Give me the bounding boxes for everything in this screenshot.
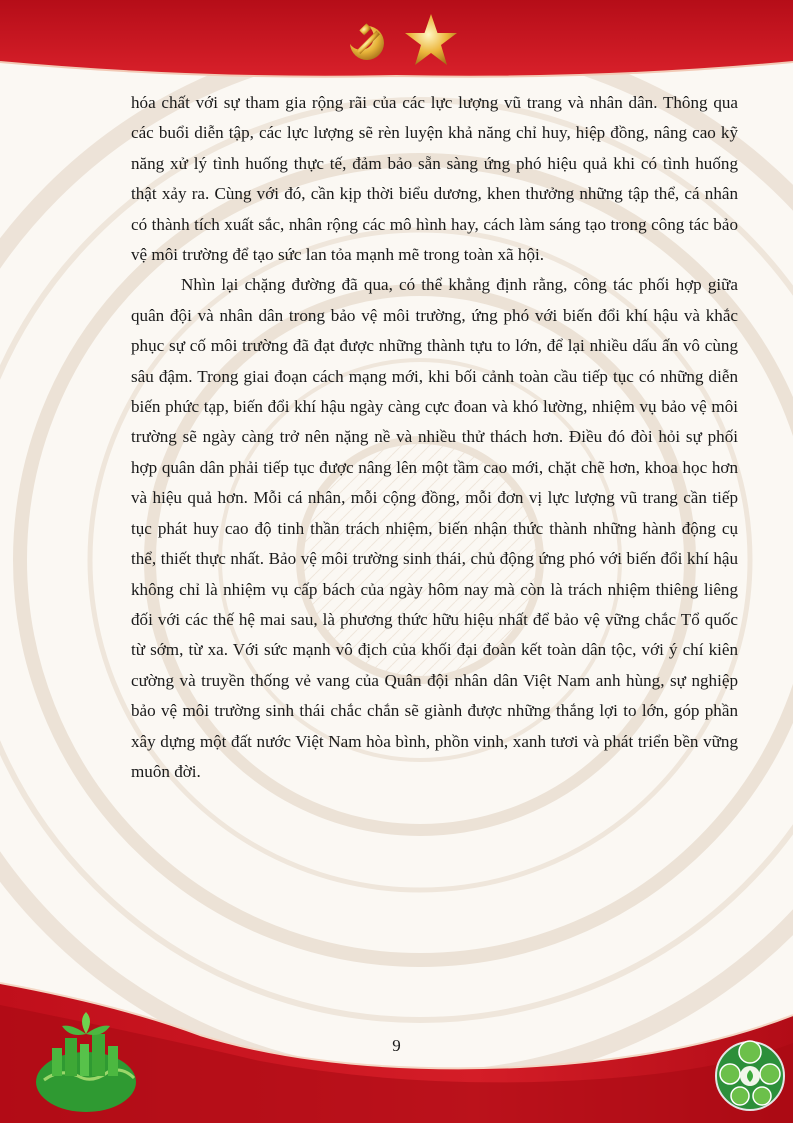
paragraph-continued: hóa chất với sự tham gia rộng rãi của các lực lượng vũ trang và nhân dân. Thông qua các buổi diễn tập, các lực lượng sẽ rèn luyện khả năng chỉ huy, hiệp đồng, nâng cao kỹ năng xử lý tình huống thực tế, đảm bảo sẵn sàng ứng phó hiệu quả khi có tình huống thật xảy ra. Cùng với đó, cần kịp thời biểu dương, khen thưởng những tập thể, cá nhân có thành tích xuất sắc, nhân rộng các mô hình hay, cách làm sáng tạo trong công tác bảo vệ môi trường để tạo sức lan tỏa mạnh mẽ trong toàn xã hội.	[131, 93, 738, 265]
article-body	[131, 88, 738, 787]
page-number: 9	[392, 1036, 401, 1055]
green-city-globe-icon	[30, 1010, 142, 1115]
paragraph-conclusion: Nhìn lại chặng đường đã qua, có thể khẳng định rằng, công tác phối hợp giữa quân đội và nhân dân trong bảo vệ môi trường, ứng phó với biến đổi khí hậu và khắc phục sự cố môi trường đã đạt được những thành tựu to lớn, để lại nhiều dấu ấn vô cùng sâu đậm. Trong giai đoạn cách mạng mới, khi bối cảnh toàn cầu tiếp tục có những diễn biến phức tạp, biến đổi khí hậu ngày càng cực đoan và khó lường, nhiệm vụ bảo vệ môi trường sẽ ngày càng trở nên nặng nề và nhiều thử thách hơn. Điều đó đòi hỏi sự phối hợp quân dân phải tiếp tục được nâng lên một tầm cao mới, chặt chẽ hơn, khoa học hơn và hiệu quả hơn. Mỗi cá nhân, mỗi cộng đồng, mỗi đơn vị lực lượng vũ trang cần tiếp tục phát huy cao độ tinh thần trách nhiệm, biến nhận thức thành những hành động cụ thể, thiết thực nhất. Bảo vệ môi trường sinh thái, chủ động ứng phó với biến đổi khí hậu không chỉ là nhiệm vụ cấp bách của ngày hôm nay mà còn là trách nhiệm thiêng liêng đối với các thế hệ mai sau, là phương thức hữu hiệu nhất để bảo vệ vững chắc Tổ quốc từ sớm, từ xa. Với sức mạnh vô địch của khối đại đoàn kết toàn dân tộc, với ý chí kiên cường và truyền thống vẻ vang của Quân đội nhân dân Việt Nam anh hùng, sự nghiệp bảo vệ môi trường sinh thái chắc chắn sẽ giành được những thắng lợi to lớn, góp phần xây dựng một đất nước Việt Nam hòa bình, phồn vinh, xanh tươi và phát triển bền vững muôn đời.	[131, 275, 738, 781]
gold-star-icon	[402, 12, 460, 70]
